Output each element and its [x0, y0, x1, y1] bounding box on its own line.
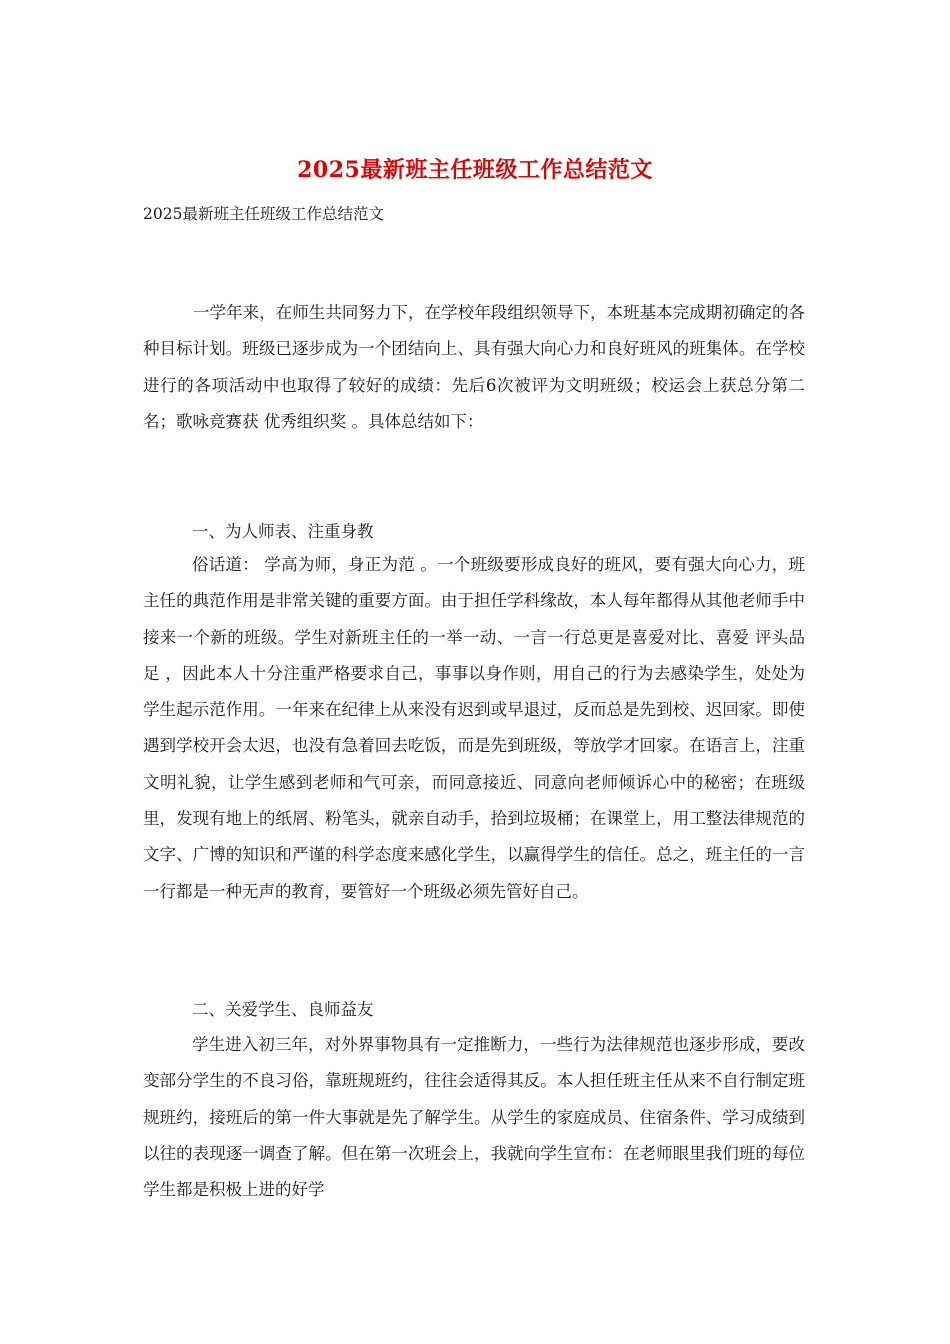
document-title: 2025最新班主任班级工作总结范文	[297, 157, 653, 183]
section-heading-2: 二、关爱学生、良师益友	[192, 1000, 374, 1019]
intro-paragraph: 一学年来，在师生共同努力下，在学校年段组织领导下，本班基本完成期初确定的各种目标计划。班级已逐步成为一个团结向上、具有强大向心力和良好班风的班集体。在学校进行的各项活动中也取得了较好的成绩：先后6次被评为文明班级；校运会上获总分第二名；歌咏竞赛获 优秀组织奖 。具体总结如下：	[143, 303, 805, 431]
section-heading-1: 一、为人师表、注重身教	[192, 522, 374, 541]
section-paragraph-1: 俗话道： 学高为师，身正为范 。一个班级要形成良好的班风，要有强大向心力，班主任的典范作用是非常关键的重要方面。由于担任学科缘故，本人每年都得从其他老师手中接来一个新的班级。学生对新班主任的一举一动、一言一行总更是喜爱对比、喜爱 评头品足 ，因此本人十分注重严格要求自己，事事以身作则，用自己的行为去感染学生，处处为学生起示范作用。一年来在纪律上从来没有迟到或早退过，反而总是先到校、迟回家。即使遇到学校开会太迟，也没有急着回去吃饭，而是先到班级，等放学才回家。在语言上，注重文明礼貌，让学生感到老师和气可亲，而同意接近、同意向老师倾诉心中的秘密；在班级里，发现有地上的纸屑、粉笔头，就亲自动手，拾到垃圾桶；在课堂上，用工整法律规范的文字、广博的知识和严谨的科学态度来感化学生，以赢得学生的信任。总之，班主任的一言一行都是一种无声的教育，要管好一个班级必须先管好自己。	[143, 555, 805, 901]
document-subtitle: 2025最新班主任班级工作总结范文	[143, 205, 384, 223]
section-paragraph-2: 学生进入初三年，对外界事物具有一定推断力，一些行为法律规范也逐步形成，要改变部分学生的不良习俗，靠班规班约，往往会适得其反。本人担任班主任从来不自行制定班规班约，接班后的第一件大事就是先了解学生。从学生的家庭成员、住宿条件、学习成绩到以往的表现逐一调查了解。但在第一次班会上，我就向学生宣布：在老师眼里我们班的每位学生都是积极上进的好学	[143, 1035, 805, 1200]
